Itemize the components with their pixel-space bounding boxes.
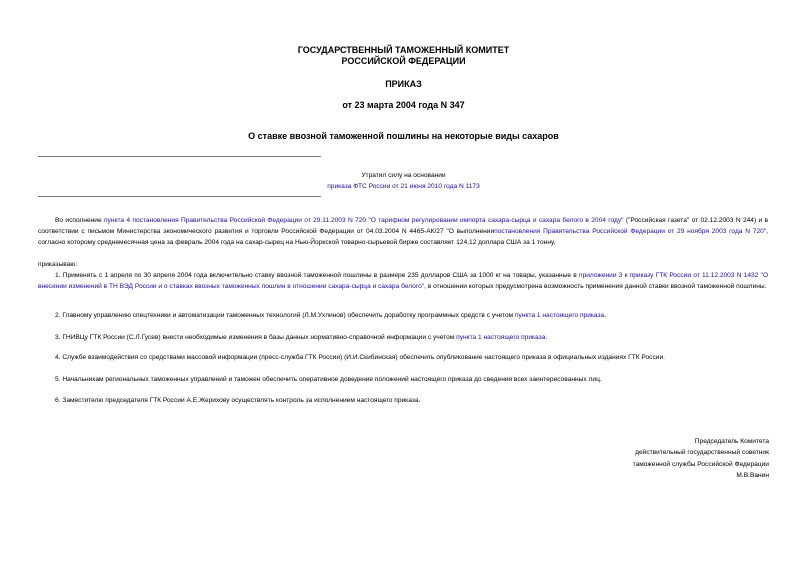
order-item-4: 4. Службе взаимодействия со средствами массовой информации (пресс-служба ГТК России) (И.И.Скибинская) обеспечить опубликование настоящего приказа в официальных изданиях ГТК России.: [55, 354, 665, 361]
document-date-number: от 23 марта 2004 года N 347: [342, 100, 465, 110]
order-1432-appendix-link[interactable]: приложении 3 к приказу ГТК России от 11.12.2003 N 1432 "О внесении изменений в ТН ВЭД России и о ставках ввозных таможенных пошлин в отношении сахара-сырца и сахара белого": [38, 272, 769, 290]
document-type: ПРИКАЗ: [385, 79, 422, 89]
decree-720-point4-link[interactable]: пункта 4 постановления Правительства Российской Федерации от 29.11.2003 N 720 "О тарифном регулировании импорта сахара-сырца и сахара белого в 2004 году": [103, 217, 624, 224]
signatory-position: Председатель Комитета: [694, 438, 769, 445]
authority-line-1: ГОСУДАРСТВЕННЫЙ ТАМОЖЕННЫЙ КОМИТЕТ: [297, 45, 510, 55]
signatory-rank: действительный государственный советник: [635, 449, 769, 457]
item-1-text-2: , в отношении которых предусмотрена возможность применения данной ставки ввозной таможенной пошлины.: [424, 283, 767, 290]
signature-block: [633, 436, 769, 482]
signatory-service: таможенной службы Российской Федерации: [632, 460, 769, 468]
item-2-text-1: 2. Главному управлению спецтехники и автоматизации таможенных технологий (Л.М.Ухлинов) обеспечить доработку программных средств с учетом: [55, 312, 515, 319]
item-2-point1-link[interactable]: пункта 1 настоящего приказа: [514, 312, 605, 319]
item-3-point1-link[interactable]: пункта 1 настоящего приказа: [456, 334, 546, 341]
signatory-name: М.В.Ванин: [736, 472, 769, 480]
document-title: О ставке ввозной таможенной пошлины на некоторые виды сахаров: [248, 131, 559, 141]
preamble-text-1: Во исполнение: [55, 217, 104, 224]
order-item-5: 5. Начальникам региональных таможенных управлений и таможен обеспечить оперативное доведение положений настоящего приказа до сведения всех заинтересованных лиц.: [55, 376, 602, 383]
order-word: приказываю:: [38, 261, 78, 268]
order-item-2: [38, 310, 768, 321]
order-item-1: [38, 270, 768, 292]
preamble-paragraph: [38, 215, 768, 248]
divider-bottom: [38, 196, 321, 197]
item-2-text-2: .: [604, 312, 607, 319]
issuing-authority: [0, 45, 807, 67]
status-note: [0, 170, 807, 192]
order-item-3: [38, 332, 768, 343]
order-item-6: 6. Заместителю председателя ГТК России А.Е.Жерихову осуществлять контроль за исполнением настоящего приказа.: [55, 397, 421, 404]
item-3-text-1: 3. ГНИВЦу ГТК России (С.Л.Гусев) внести необходимые изменения в базы данных нормативно-справочной информации с учетом: [55, 334, 457, 341]
repeal-order-link[interactable]: приказа ФТС России от 21 июня 2010 года N 1173: [327, 183, 480, 190]
item-1-text-1: 1. Применять с 1 апреля по 30 апреля 2004 года включительно ставку ввозной таможенной пошлины в размере 235 долларов США за 1000 кг на товары, указанные в: [55, 272, 580, 279]
decree-720-link[interactable]: постановления Правительства Российской Федерации от 29 ноября 2003 года N 720: [494, 228, 764, 235]
preamble-text-2: ("Российская газета" от 02.12.2003 N 244) и в соответствии с письмом Министерства экономического развития и торговли Российской Федерации от 04.03.2004 N 4465-АК/27 "О выполнении: [38, 217, 769, 235]
preamble-text-3: ", согласно которому среднемесячная цена за февраль 2004 года на сахар-сырец на Нью-Йоркской товарно-сырьевой бирже составляет 124,12 доллара США за 1 тонну,: [38, 228, 768, 246]
status-note-text: Утратил силу на основании: [361, 172, 446, 179]
item-3-text-2: .: [545, 334, 548, 341]
authority-line-2: РОССИЙСКОЙ ФЕДЕРАЦИИ: [341, 56, 466, 66]
divider-top: [38, 156, 321, 157]
